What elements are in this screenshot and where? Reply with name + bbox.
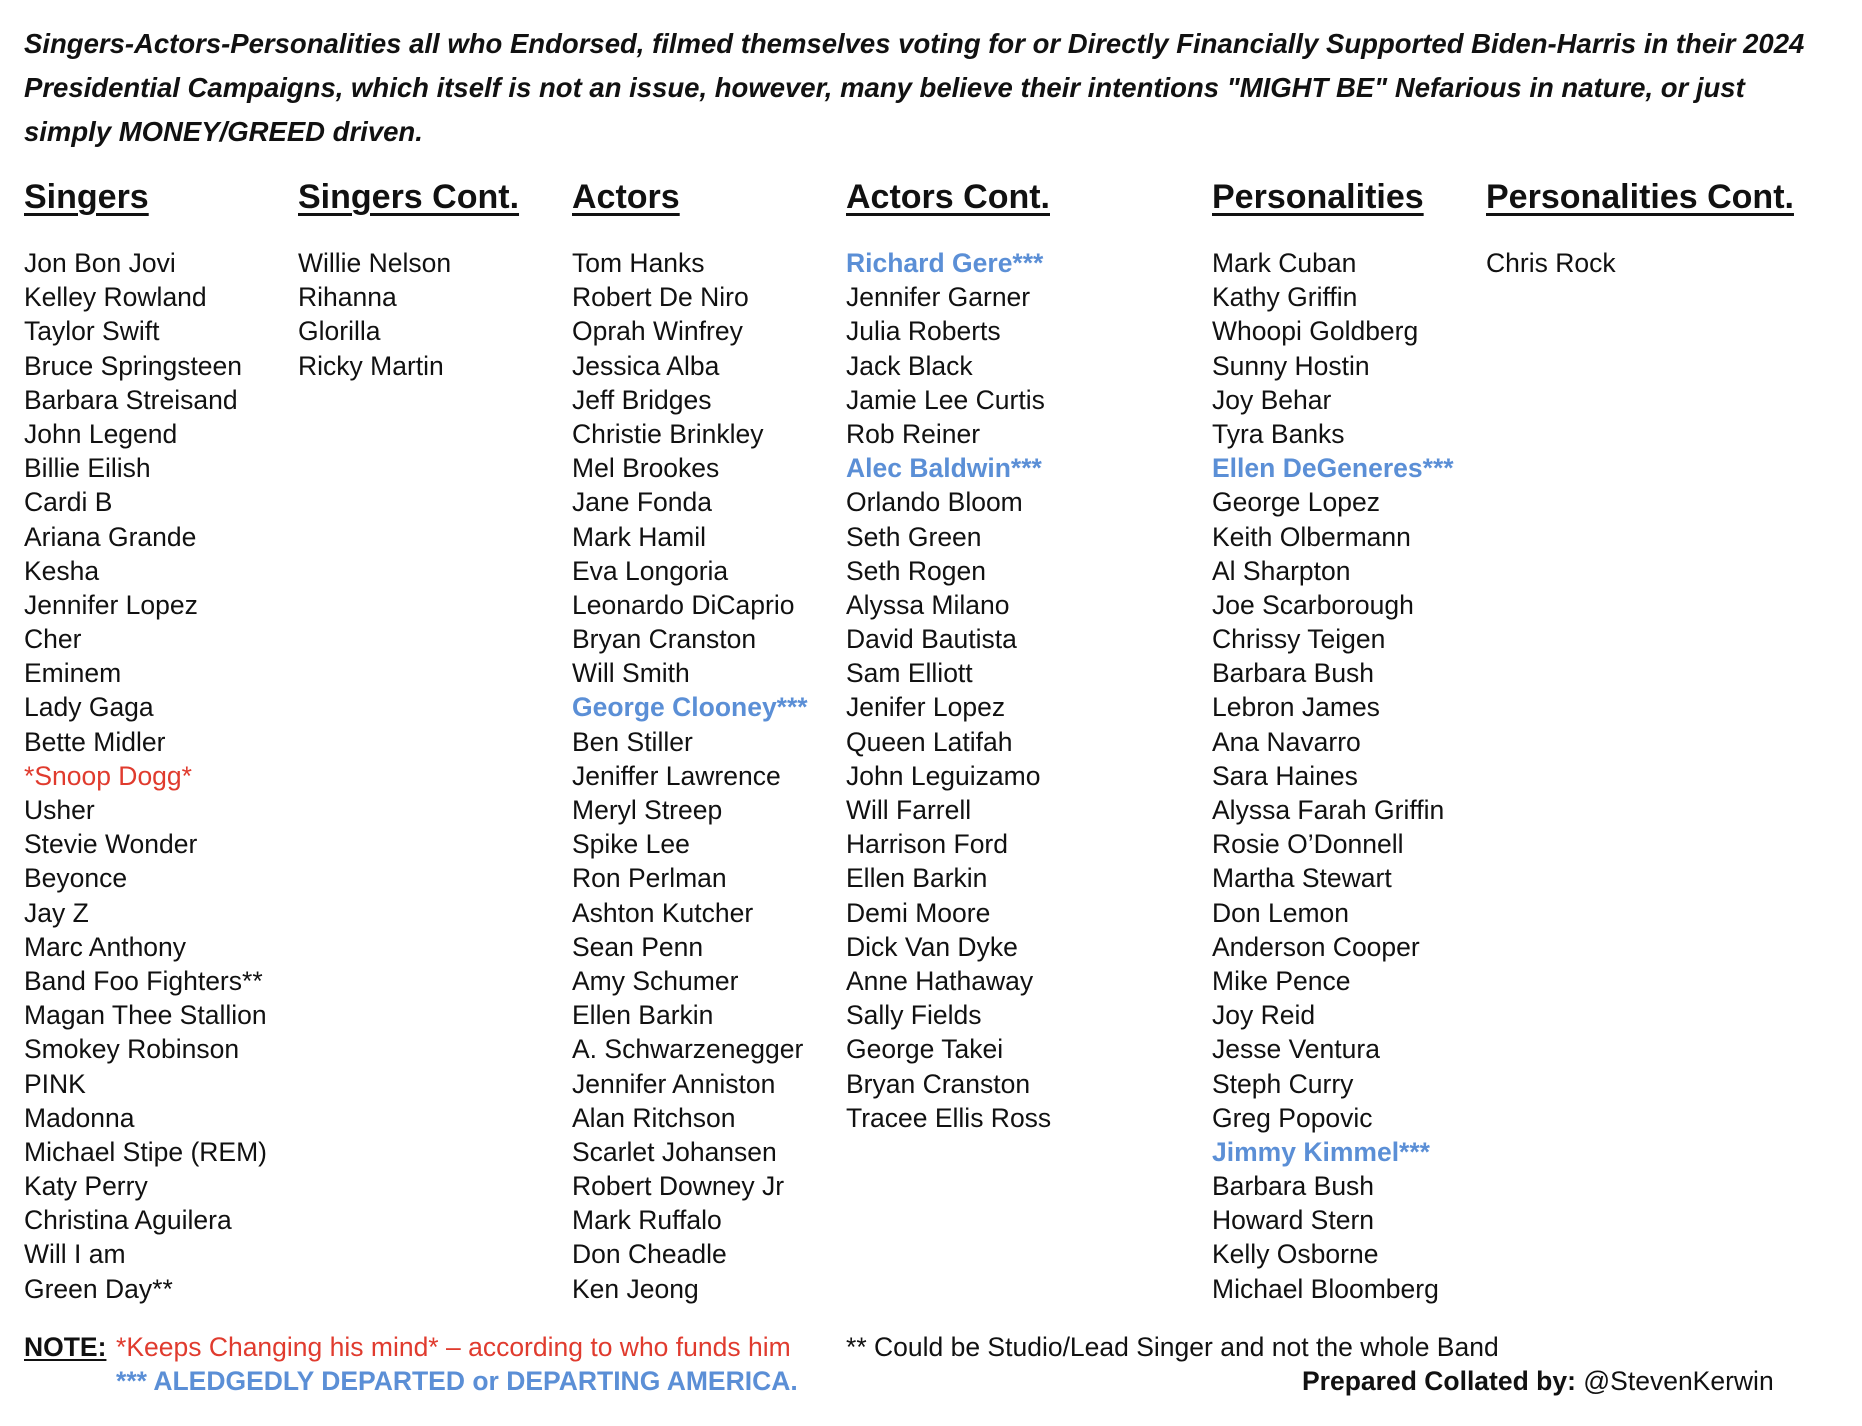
column-actors xyxy=(572,170,808,1306)
note-red-legend: *Keeps Changing his mind* – according to who funds him xyxy=(116,1332,791,1362)
name-item: Ricky Martin xyxy=(298,350,444,381)
name-item: Barbara Bush xyxy=(1212,658,1375,689)
name-item: Bette Midler xyxy=(24,726,166,757)
note-blue-legend: *** ALEDGEDLY DEPARTED or DEPARTING AMERICA. xyxy=(116,1366,798,1396)
name-item: Chris Rock xyxy=(1486,248,1616,278)
name-item: Rosie O’Donnell xyxy=(1212,829,1404,860)
name-item: Anne Hathaway xyxy=(846,965,1034,996)
name-item: Richard Gere*** xyxy=(846,248,1044,278)
name-item: Joy Reid xyxy=(1212,1000,1316,1031)
name-item: Jamie Lee Curtis xyxy=(846,384,1045,415)
name-item: Usher xyxy=(24,795,95,825)
name-item: Ken Jeong xyxy=(572,1273,699,1304)
name-item: Ron Perlman xyxy=(572,863,727,894)
name-item: Eva Longoria xyxy=(572,555,729,586)
name-item: Robert De Niro xyxy=(572,282,749,313)
name-item: Don Lemon xyxy=(1212,897,1350,928)
name-item: Joe Scarborough xyxy=(1212,589,1414,620)
name-item: Alec Baldwin*** xyxy=(846,453,1042,484)
name-item: Magan Thee Stallion xyxy=(24,1000,267,1031)
name-item: Martha Stewart xyxy=(1212,863,1392,894)
name-item: Billie Eilish xyxy=(24,453,151,484)
name-item: Marc Anthony xyxy=(24,931,187,962)
name-item: Mark Ruffalo xyxy=(572,1205,722,1236)
name-item: Steph Curry xyxy=(1212,1068,1354,1099)
name-item: Ellen Barkin xyxy=(572,1000,714,1031)
name-item: Jennifer Lopez xyxy=(24,589,198,620)
name-item: Bryan Cranston xyxy=(846,1068,1031,1099)
name-item: Keith Olbermann xyxy=(1212,521,1411,552)
name-item: Barbara Streisand xyxy=(24,384,238,415)
name-item: Leonardo DiCaprio xyxy=(572,589,795,620)
name-item: Kathy Griffin xyxy=(1212,282,1358,313)
name-item: Tom Hanks xyxy=(572,248,705,278)
name-item: Joy Behar xyxy=(1212,384,1332,415)
name-item: Jon Bon Jovi xyxy=(24,248,176,278)
name-item: PINK xyxy=(24,1068,86,1099)
column-singers xyxy=(24,170,267,1306)
name-item: Madonna xyxy=(24,1102,135,1133)
name-item: Christie Brinkley xyxy=(572,418,764,449)
name-list xyxy=(1212,246,1454,1306)
name-item: Michael Stipe (REM) xyxy=(24,1136,267,1167)
name-item: John Legend xyxy=(24,418,178,449)
column-personalities xyxy=(1212,170,1454,1306)
name-item: Jesse Ventura xyxy=(1212,1034,1380,1065)
name-item: Stevie Wonder xyxy=(24,829,198,860)
name-item: Sean Penn xyxy=(572,931,704,962)
name-item: Demi Moore xyxy=(846,897,991,928)
name-item: Willie Nelson xyxy=(298,248,452,278)
name-item: Kelly Osborne xyxy=(1212,1239,1379,1270)
name-item: Spike Lee xyxy=(572,829,690,860)
name-item: Ellen Barkin xyxy=(846,863,988,894)
name-item: Mike Pence xyxy=(1212,965,1351,996)
name-item: Ben Stiller xyxy=(572,726,693,757)
name-item: Taylor Swift xyxy=(24,316,160,347)
name-item: Eminem xyxy=(24,658,122,689)
name-item: Jessica Alba xyxy=(572,350,720,381)
name-item: Michael Bloomberg xyxy=(1212,1273,1439,1304)
name-item: Kelley Rowland xyxy=(24,282,207,313)
name-item: Whoopi Goldberg xyxy=(1212,316,1419,347)
name-item: Smokey Robinson xyxy=(24,1034,240,1065)
name-item: Bruce Springsteen xyxy=(24,350,243,381)
name-item: Howard Stern xyxy=(1212,1205,1375,1236)
name-item: Lebron James xyxy=(1212,692,1380,723)
name-list xyxy=(298,246,519,383)
name-list xyxy=(24,246,267,1306)
name-item: Jack Black xyxy=(846,350,973,381)
name-item: Scarlet Johansen xyxy=(572,1136,777,1167)
name-item: Jenifer Lopez xyxy=(846,692,1006,723)
name-item: Sunny Hostin xyxy=(1212,350,1370,381)
name-item: Jimmy Kimmel*** xyxy=(1212,1136,1430,1167)
column-heading: Singers xyxy=(24,178,149,216)
name-item: Robert Downey Jr xyxy=(572,1171,785,1202)
column-personalities-cont xyxy=(1486,170,1794,280)
name-list xyxy=(1486,246,1794,280)
prepared-author: @StevenKerwin xyxy=(1583,1366,1774,1396)
name-item: Beyonce xyxy=(24,863,128,894)
name-item: Will I am xyxy=(24,1239,126,1270)
name-item: Jay Z xyxy=(24,897,89,928)
name-item: Will Smith xyxy=(572,658,690,689)
name-list xyxy=(846,246,1051,1135)
prepared-by xyxy=(1302,1364,1774,1398)
name-item: A. Schwarzenegger xyxy=(572,1034,804,1065)
name-item: Orlando Bloom xyxy=(846,487,1023,518)
name-item: Katy Perry xyxy=(24,1171,148,1202)
name-item: Oprah Winfrey xyxy=(572,316,743,347)
name-item: Julia Roberts xyxy=(846,316,1001,347)
name-item: Mark Cuban xyxy=(1212,248,1357,278)
name-item: *Snoop Dogg* xyxy=(24,760,192,791)
column-actors-cont xyxy=(846,170,1051,1135)
name-item: Sara Haines xyxy=(1212,760,1358,791)
name-item: Anderson Cooper xyxy=(1212,931,1420,962)
name-item: Rob Reiner xyxy=(846,418,981,449)
name-item: Glorilla xyxy=(298,316,381,347)
name-item: Ariana Grande xyxy=(24,521,197,552)
name-item: John Leguizamo xyxy=(846,760,1041,791)
name-item: Ashton Kutcher xyxy=(572,897,754,928)
name-item: Al Sharpton xyxy=(1212,555,1351,586)
name-item: George Takei xyxy=(846,1034,1004,1065)
name-item: Meryl Streep xyxy=(572,795,723,825)
name-item: Kesha xyxy=(24,555,100,586)
name-item: Cardi B xyxy=(24,487,113,518)
name-item: Harrison Ford xyxy=(846,829,1008,860)
name-item: Seth Rogen xyxy=(846,555,986,586)
name-item: Jennifer Anniston xyxy=(572,1068,776,1099)
name-item: Amy Schumer xyxy=(572,965,739,996)
name-item: Christina Aguilera xyxy=(24,1205,232,1236)
prepared-label: Prepared Collated by: xyxy=(1302,1366,1576,1396)
name-item: Sally Fields xyxy=(846,1000,982,1031)
name-item: Mark Hamil xyxy=(572,521,706,552)
name-item: Chrissy Teigen xyxy=(1212,624,1386,655)
name-item: Jeniffer Lawrence xyxy=(572,760,781,791)
name-item: Cher xyxy=(24,624,82,655)
intro-paragraph: Singers-Actors-Personalities all who Endorsed, filmed themselves voting for or Directly Financially Supported Biden-Harris in their 2024 Presidential Campaigns, which itself is not an issue, however, many believe their intentions "MIGHT BE" Nefarious in nature, or just simply MONEY/GREED driven. xyxy=(24,28,1805,147)
name-item: Barbara Bush xyxy=(1212,1171,1375,1202)
name-item: Alyssa Farah Griffin xyxy=(1212,795,1445,825)
name-item: George Clooney*** xyxy=(572,692,808,723)
name-item: Sam Elliott xyxy=(846,658,973,689)
name-item: Don Cheadle xyxy=(572,1239,727,1270)
column-heading: Personalities Cont. xyxy=(1486,178,1794,216)
name-item: Jeff Bridges xyxy=(572,384,712,415)
name-item: Band Foo Fighters** xyxy=(24,965,263,996)
column-heading: Actors Cont. xyxy=(846,178,1050,216)
name-list xyxy=(572,246,808,1306)
name-item: George Lopez xyxy=(1212,487,1380,518)
name-item: Alan Ritchson xyxy=(572,1102,736,1133)
name-item: Seth Green xyxy=(846,521,982,552)
name-item: Lady Gaga xyxy=(24,692,154,723)
name-item: Queen Latifah xyxy=(846,726,1013,757)
name-item: Tracee Ellis Ross xyxy=(846,1102,1052,1133)
name-item: Ellen DeGeneres*** xyxy=(1212,453,1454,484)
name-item: David Bautista xyxy=(846,624,1017,655)
name-item: Jane Fonda xyxy=(572,487,712,518)
column-singers-cont xyxy=(298,170,519,383)
column-heading: Personalities xyxy=(1212,178,1424,216)
name-item: Bryan Cranston xyxy=(572,624,757,655)
column-heading: Singers Cont. xyxy=(298,178,520,216)
name-item: Tyra Banks xyxy=(1212,418,1345,449)
column-heading: Actors xyxy=(572,178,680,216)
name-item: Ana Navarro xyxy=(1212,726,1361,757)
name-item: Jennifer Garner xyxy=(846,282,1031,313)
name-item: Alyssa Milano xyxy=(846,589,1010,620)
name-item: Green Day** xyxy=(24,1273,173,1304)
name-item: Rihanna xyxy=(298,282,397,313)
note-band-legend: ** Could be Studio/Lead Singer and not the whole Band xyxy=(846,1332,1499,1362)
name-item: Mel Brookes xyxy=(572,453,720,484)
name-item: Dick Van Dyke xyxy=(846,931,1018,962)
name-item: Greg Popovic xyxy=(1212,1102,1373,1133)
note-label: NOTE: xyxy=(24,1332,107,1362)
name-item: Will Farrell xyxy=(846,795,972,825)
